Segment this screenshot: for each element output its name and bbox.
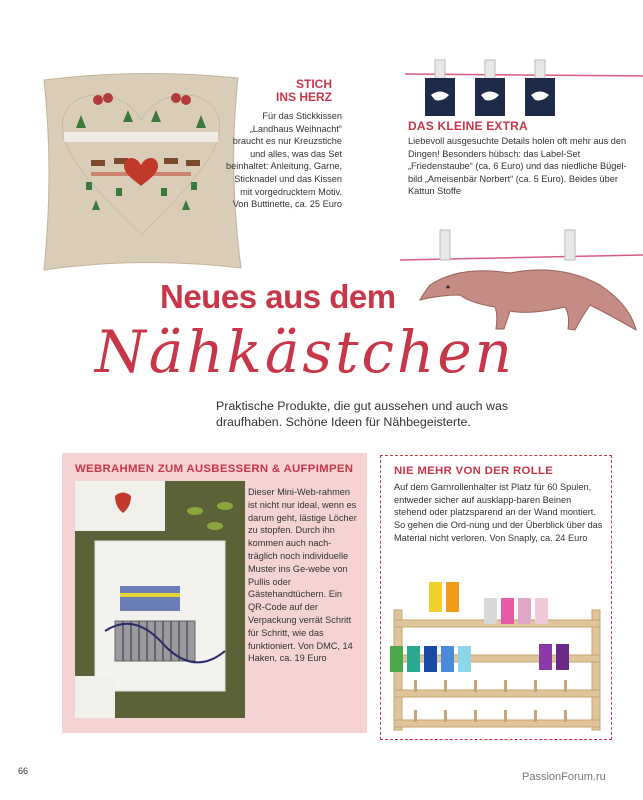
intro-text: Praktische Produkte, die gut aussehen und auch was draufhaben. Schöne Ideen für Nähbegeisterte. <box>216 399 509 429</box>
stich-body: Für das Stickkissen „Landhaus Weihnacht“ braucht es nur Kreuzstiche und alles, was das Set beinhaltet: Anleitung, Garne, Sticknadel und das Kissen mit vorgedrucktem Motiv. Von Buttinette, ca. 25 Euro <box>226 111 342 210</box>
extra-heading: DAS KLEINE EXTRA <box>408 119 528 133</box>
page-title-line1: Neues aus dem <box>160 278 396 315</box>
stich-heading-line2: INS HERZ <box>275 90 332 104</box>
cross-stitch-pillow-image <box>36 70 246 275</box>
clothesline-labels-image <box>405 70 643 86</box>
rolle-body: Auf dem Garnrollenhalter ist Platz für 60 Spulen, entweder sicher auf ausklapp-baren Beinen stehend oder platzsparend an der Wand montiert. So gehen die Ord-nung und der Überblick über das Material nicht verloren. Von Snaply, ca. 24 Euro <box>394 482 603 543</box>
weaving-loom-image <box>75 481 245 718</box>
webrahmen-heading: WEBRAHMEN ZUM AUSBESSERN & AUFPIMPEN <box>75 463 354 475</box>
stich-heading-line1: STICH <box>296 77 332 91</box>
webrahmen-body: Dieser Mini-Web-rahmen ist nicht nur ideal, wenn es darum geht, lästige Löcher zu stopfen. Durch ihn kommen auch nach-träglich noch individuelle Muster ins Ge-webe von Pullis oder Gästehandtüchern. Ein QR-Code auf der Verpackung verrät Schritt für Schritt, wie das funktioniert. Von DMC, 14 Haken, ca. 19 Euro <box>248 487 357 664</box>
extra-body: Liebevoll ausgesuchte Details holen oft mehr aus den Dingen! Besonders hübsch: das Label-Set „Friedenstaube“ (ca. 6 Euro) und das niedliche Bügel-bild „Ameisenbär Norbert“ (ca. 5 Euro). Beides über Kattun Stoffe <box>408 136 627 197</box>
das-kleine-extra-section <box>408 119 633 198</box>
page-number: 66 <box>18 766 29 776</box>
rolle-heading: NIE MEHR VON DER ROLLE <box>394 465 554 477</box>
stich-heading <box>222 78 342 104</box>
thread-rack-image <box>384 560 610 736</box>
stich-ins-herz-section <box>222 78 342 211</box>
page-title-line2: Nähkästchen <box>95 318 515 386</box>
watermark: PassionForum.ru <box>522 771 606 783</box>
